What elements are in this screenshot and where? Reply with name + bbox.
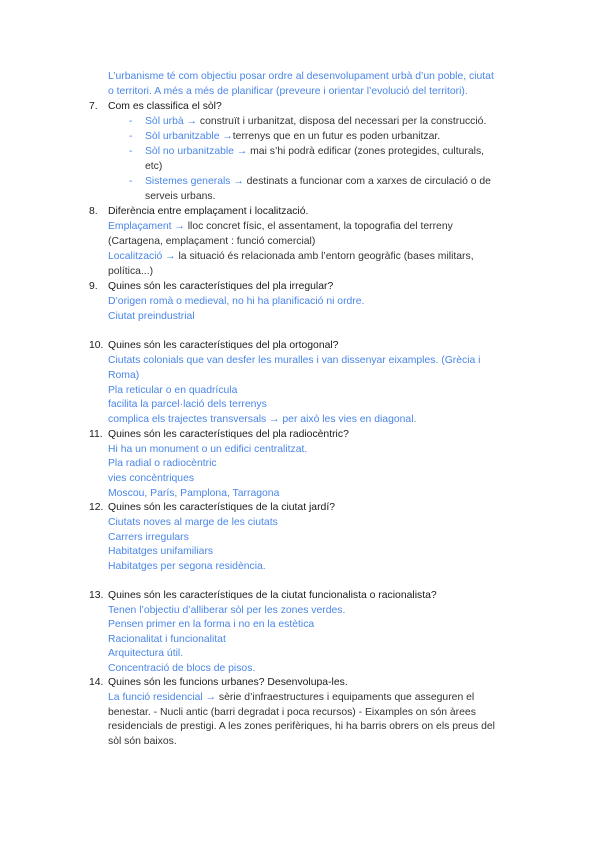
bullet-dash: - — [129, 176, 133, 187]
definition: construït i urbanitzat, disposa del necessari per la construcció. — [196, 116, 487, 127]
question-number: 14. — [89, 677, 104, 688]
answer-line: complica els trajectes transversals → per això les vies en diagonal. — [108, 414, 417, 425]
answer-line: Tenen l’objectiu d’alliberar sòl per les zones verdes. — [108, 605, 346, 616]
question-title: Quines són les característiques de la ciutat funcionalista o racionalista? — [108, 590, 437, 601]
question-number: 9. — [89, 281, 98, 292]
definition-continued: etc) — [145, 161, 163, 172]
intro-line-1: L’urbanisme té com objectiu posar ordre al desenvolupament urbà d’un poble, ciutat — [108, 71, 494, 82]
question-number: 8. — [89, 206, 98, 217]
bullet-dash: - — [129, 131, 133, 142]
definition: mai s’hi podrà edificar (zones protegides, culturals, — [247, 146, 485, 157]
answer-line: D’origen romà o medieval, no hi ha planificació ni ordre. — [108, 296, 365, 307]
term: Localització → — [108, 251, 176, 262]
definition: terrenys que en un futur es poden urbanitzar. — [232, 131, 441, 142]
term: Sòl urbà → — [145, 116, 197, 127]
answer-line — [108, 220, 453, 235]
answer-line: Hi ha un monument o un edifici centralitzat. — [108, 444, 308, 455]
definition-continued: serveis urbans. — [145, 191, 216, 202]
definition: sèrie d’infraestructures i equipaments que asseguren el — [216, 692, 475, 703]
bullet-dash: - — [129, 146, 133, 157]
answer-line: Pensen primer en la forma i no en la estètica — [108, 619, 315, 630]
term: Sòl urbanitzable → — [145, 131, 233, 142]
question-title: Quines són les característiques del pla radiocèntric? — [108, 429, 349, 440]
answer-line — [108, 250, 474, 265]
definition: lloc concret físic, el assentament, la topografia del terreny — [184, 221, 453, 232]
answer-line: sòl són baixos. — [108, 736, 177, 747]
question-title: Quines són les característiques del pla ortogonal? — [108, 340, 339, 351]
intro-line-2: o territori. A més a més de planificar (preveure i orientar l’evolució del territori). — [108, 86, 468, 97]
answer-line: Roma) — [108, 370, 140, 381]
answer-line: política...) — [108, 266, 154, 277]
question-number: 10. — [89, 340, 104, 351]
question-title: Diferència entre emplaçament i localització. — [108, 206, 309, 217]
answer-line: Carrers irregulars — [108, 532, 189, 543]
term: Sistemes generals → — [145, 176, 244, 187]
answer-line: residencials de prestigi. A les zones perifèriques, hi ha barris obrers on els preus del — [108, 721, 495, 732]
question-title: Quines són les característiques de la ciutat jardí? — [108, 502, 335, 513]
term: La funció residencial → — [108, 692, 217, 703]
bullet-dash: - — [129, 116, 133, 127]
answer-line: Habitatges unifamiliars — [108, 546, 214, 557]
definition: destinats a funcionar com a xarxes de circulació o de — [243, 176, 491, 187]
question-title: Quines són les característiques del pla irregular? — [108, 281, 334, 292]
question-number: 13. — [89, 590, 104, 601]
answer-line: Pla radial o radiocèntric — [108, 458, 217, 469]
answer-line — [108, 691, 474, 706]
answer-line: Ciutat preindustrial — [108, 311, 195, 322]
answer-line: facilita la parcel·lació dels terrenys — [108, 399, 267, 410]
definition: la situació és relacionada amb l’entorn geogràfic (bases militars, — [175, 251, 474, 262]
answer-line: Habitatges per segona residència. — [108, 561, 266, 572]
term: Sòl no urbanitzable → — [145, 146, 248, 157]
question-number: 11. — [89, 429, 103, 440]
answer-line: Concentració de blocs de pisos. — [108, 663, 256, 674]
question-title: Com es classifica el sòl? — [108, 101, 222, 112]
answer-line: (Cartagena, emplaçament : funció comercial) — [108, 236, 316, 247]
answer-line: vies concèntriques — [108, 473, 195, 484]
answer-line: Ciutats colonials que van desfer les muralles i van dissenyar eixamples. (Grècia i — [108, 355, 481, 366]
answer-line: Ciutats noves al marge de les ciutats — [108, 517, 278, 528]
answer-line: Moscou, París, Pamplona, Tarragona — [108, 488, 280, 499]
question-title: Quines són les funcions urbanes? Desenvolupa-les. — [108, 677, 348, 688]
answer-line: benestar. - Nucli antic (barri degradat i poca recursos) - Eixamples on són àrees — [108, 707, 476, 718]
answer-line: Pla reticular o en quadrícula — [108, 385, 238, 396]
answer-line: Arquitectura útil. — [108, 648, 184, 659]
term: Emplaçament → — [108, 221, 185, 232]
answer-line: Racionalitat i funcionalitat — [108, 634, 226, 645]
question-number: 12. — [89, 502, 104, 513]
question-number: 7. — [89, 101, 98, 112]
